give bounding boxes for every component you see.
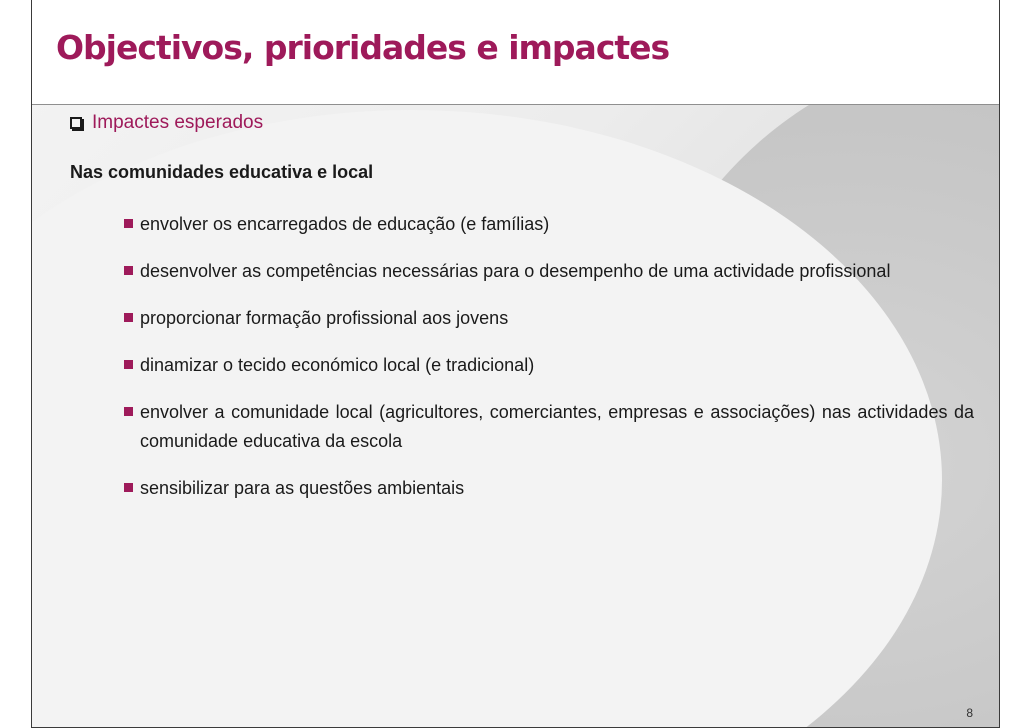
subheading-label: Impactes esperados (92, 112, 264, 133)
bullet-item (124, 398, 974, 456)
square-bullet-icon (124, 266, 133, 275)
subheading (70, 112, 263, 134)
square-bullet-icon (124, 313, 133, 322)
bullet-text: envolver os encarregados de educação (e famílias) (140, 214, 550, 234)
slide-content (32, 0, 1000, 728)
bullet-text: dinamizar o tecido económico local (e tradicional) (140, 355, 535, 375)
bullet-item (124, 304, 974, 333)
section-heading: Nas comunidades educativa e local (70, 162, 374, 182)
bullet-item (124, 257, 974, 286)
slide-title: Objectivos, prioridades e impactes (56, 28, 670, 67)
bullet-text: sensibilizar para as questões ambientais (140, 478, 465, 498)
bullet-item (124, 351, 974, 380)
bullet-item (124, 210, 974, 239)
bullet-text: proporcionar formação profissional aos jovens (140, 308, 509, 328)
bullet-list (124, 210, 974, 521)
bullet-text: desenvolver as competências necessárias para o desempenho de uma actividade profissional (140, 261, 891, 281)
bullet-text: envolver a comunidade local (agricultores, comerciantes, empresas e associações) nas actividades da comunidade educativa da escola (140, 402, 974, 451)
page-number: 8 (966, 706, 973, 720)
square-bullet-icon (124, 483, 133, 492)
square-bullet-icon (124, 219, 133, 228)
checkbox-icon (70, 117, 82, 129)
square-bullet-icon (124, 407, 133, 416)
square-bullet-icon (124, 360, 133, 369)
bullet-item (124, 474, 974, 503)
slide (31, 0, 1000, 728)
